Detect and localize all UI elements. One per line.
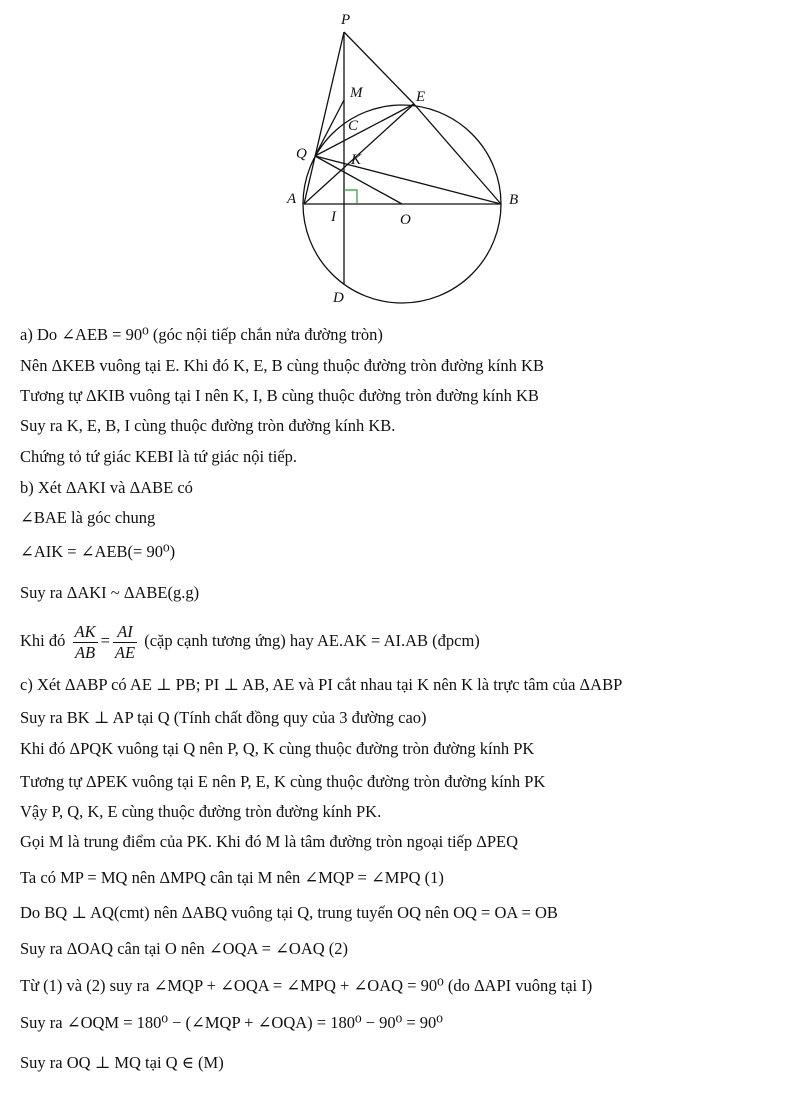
solution-line-c7: Ta có MP = MQ nên ΔMPQ cân tại M nên ∠MQP = ∠MPQ (1) — [20, 868, 444, 887]
solution-line-b4: Suy ra ΔAKI ~ ΔABE(g.g) — [20, 583, 200, 602]
solution-line-c2: Suy ra BK ⊥ AP tại Q (Tính chất đồng quy của 3 đường cao) — [20, 708, 427, 727]
solution-line-b2: ∠BAE là góc chung — [20, 508, 156, 527]
solution-line-c1: c) Xét ΔABP có AE ⊥ PB; PI ⊥ AB, AE và PI cắt nhau tại K nên K là trực tâm của ΔABP — [20, 675, 623, 694]
fraction-ai-ae-numerator: AI — [113, 622, 137, 643]
solution-line-a1: a) Do ∠AEB = 90⁰ (góc nội tiếp chắn nửa đường tròn) — [20, 325, 383, 344]
fraction-ak-ab-denominator: AB — [74, 642, 96, 662]
circle-diagram — [270, 8, 540, 310]
solution-line-a3: Tương tự ΔKIB vuông tại I nên K, I, B cùng thuộc đường tròn đường kính KB — [20, 386, 539, 405]
solution-line-c4: Tương tự ΔPEK vuông tại E nên P, E, K cùng thuộc đường tròn đường kính PK — [20, 772, 546, 791]
label-o: O — [400, 212, 411, 228]
fraction-ak-ab — [73, 622, 98, 663]
label-a: A — [287, 191, 297, 207]
solution-line-b1: b) Xét ΔAKI và ΔABE có — [20, 478, 193, 497]
fraction-ai-ae — [113, 622, 137, 663]
solution-line-a5: Chứng tỏ tứ giác KEBI là tứ giác nội tiếp. — [20, 447, 298, 466]
fraction-ak-ab-numerator: AK — [74, 621, 96, 641]
solution-line-c6: Gọi M là trung điểm của PK. Khi đó M là tâm đường tròn ngoại tiếp ΔPEQ — [20, 832, 519, 851]
solution-line-c11: Suy ra ∠OQM = 180⁰ − (∠MQP + ∠OQA) = 180⁰ − 90⁰ = 90⁰ — [20, 1013, 443, 1032]
right-angle-mark — [344, 190, 357, 204]
fraction-ai-ae-denominator: AE — [114, 642, 136, 662]
label-q: Q — [296, 146, 307, 162]
segment-qm — [315, 100, 344, 156]
label-p: P — [341, 12, 351, 28]
b5-prefix: Khi đó — [20, 631, 66, 650]
solution-line-b5 — [20, 620, 794, 663]
solution-line-c10: Từ (1) và (2) suy ra ∠MQP + ∠OQA = ∠MPQ + ∠OAQ = 90⁰ (do ΔAPI vuông tại I) — [20, 976, 593, 995]
label-k: K — [351, 152, 362, 168]
segment-pa — [304, 32, 344, 204]
solution-line-a2: Nên ΔKEB vuông tại E. Khi đó K, E, B cùng thuộc đường tròn đường kính KB — [20, 356, 544, 375]
solution-line-c12: Suy ra OQ ⊥ MQ tại Q ∈ (M) — [20, 1053, 224, 1072]
solution-line-c8: Do BQ ⊥ AQ(cmt) nên ΔABQ vuông tại Q, trung tuyến OQ nên OQ = OA = OB — [20, 903, 558, 922]
geometry-figure — [270, 8, 540, 310]
b5-suffix: (cặp cạnh tương ứng) hay AE.AK = AI.AB (đpcm) — [144, 631, 480, 650]
segment-qb — [315, 156, 501, 204]
label-m: M — [350, 85, 363, 101]
solution-line-b3: ∠AIK = ∠AEB(= 90⁰) — [20, 542, 176, 561]
label-d: D — [333, 290, 344, 306]
label-b: B — [509, 192, 519, 208]
fraction-equals: = — [100, 631, 110, 650]
solution-line-c9: Suy ra ΔOAQ cân tại O nên ∠OQA = ∠OAQ (2) — [20, 939, 349, 958]
label-i: I — [331, 209, 336, 225]
solution-line-c5: Vậy P, Q, K, E cùng thuộc đường tròn đường kính PK. — [20, 802, 382, 821]
label-e: E — [416, 89, 426, 105]
solution-line-c3: Khi đó ΔPQK vuông tại Q nên P, Q, K cùng thuộc đường tròn đường kính PK — [20, 739, 535, 758]
label-c: C — [348, 118, 359, 134]
solution-line-a4: Suy ra K, E, B, I cùng thuộc đường tròn đường kính KB. — [20, 416, 396, 435]
